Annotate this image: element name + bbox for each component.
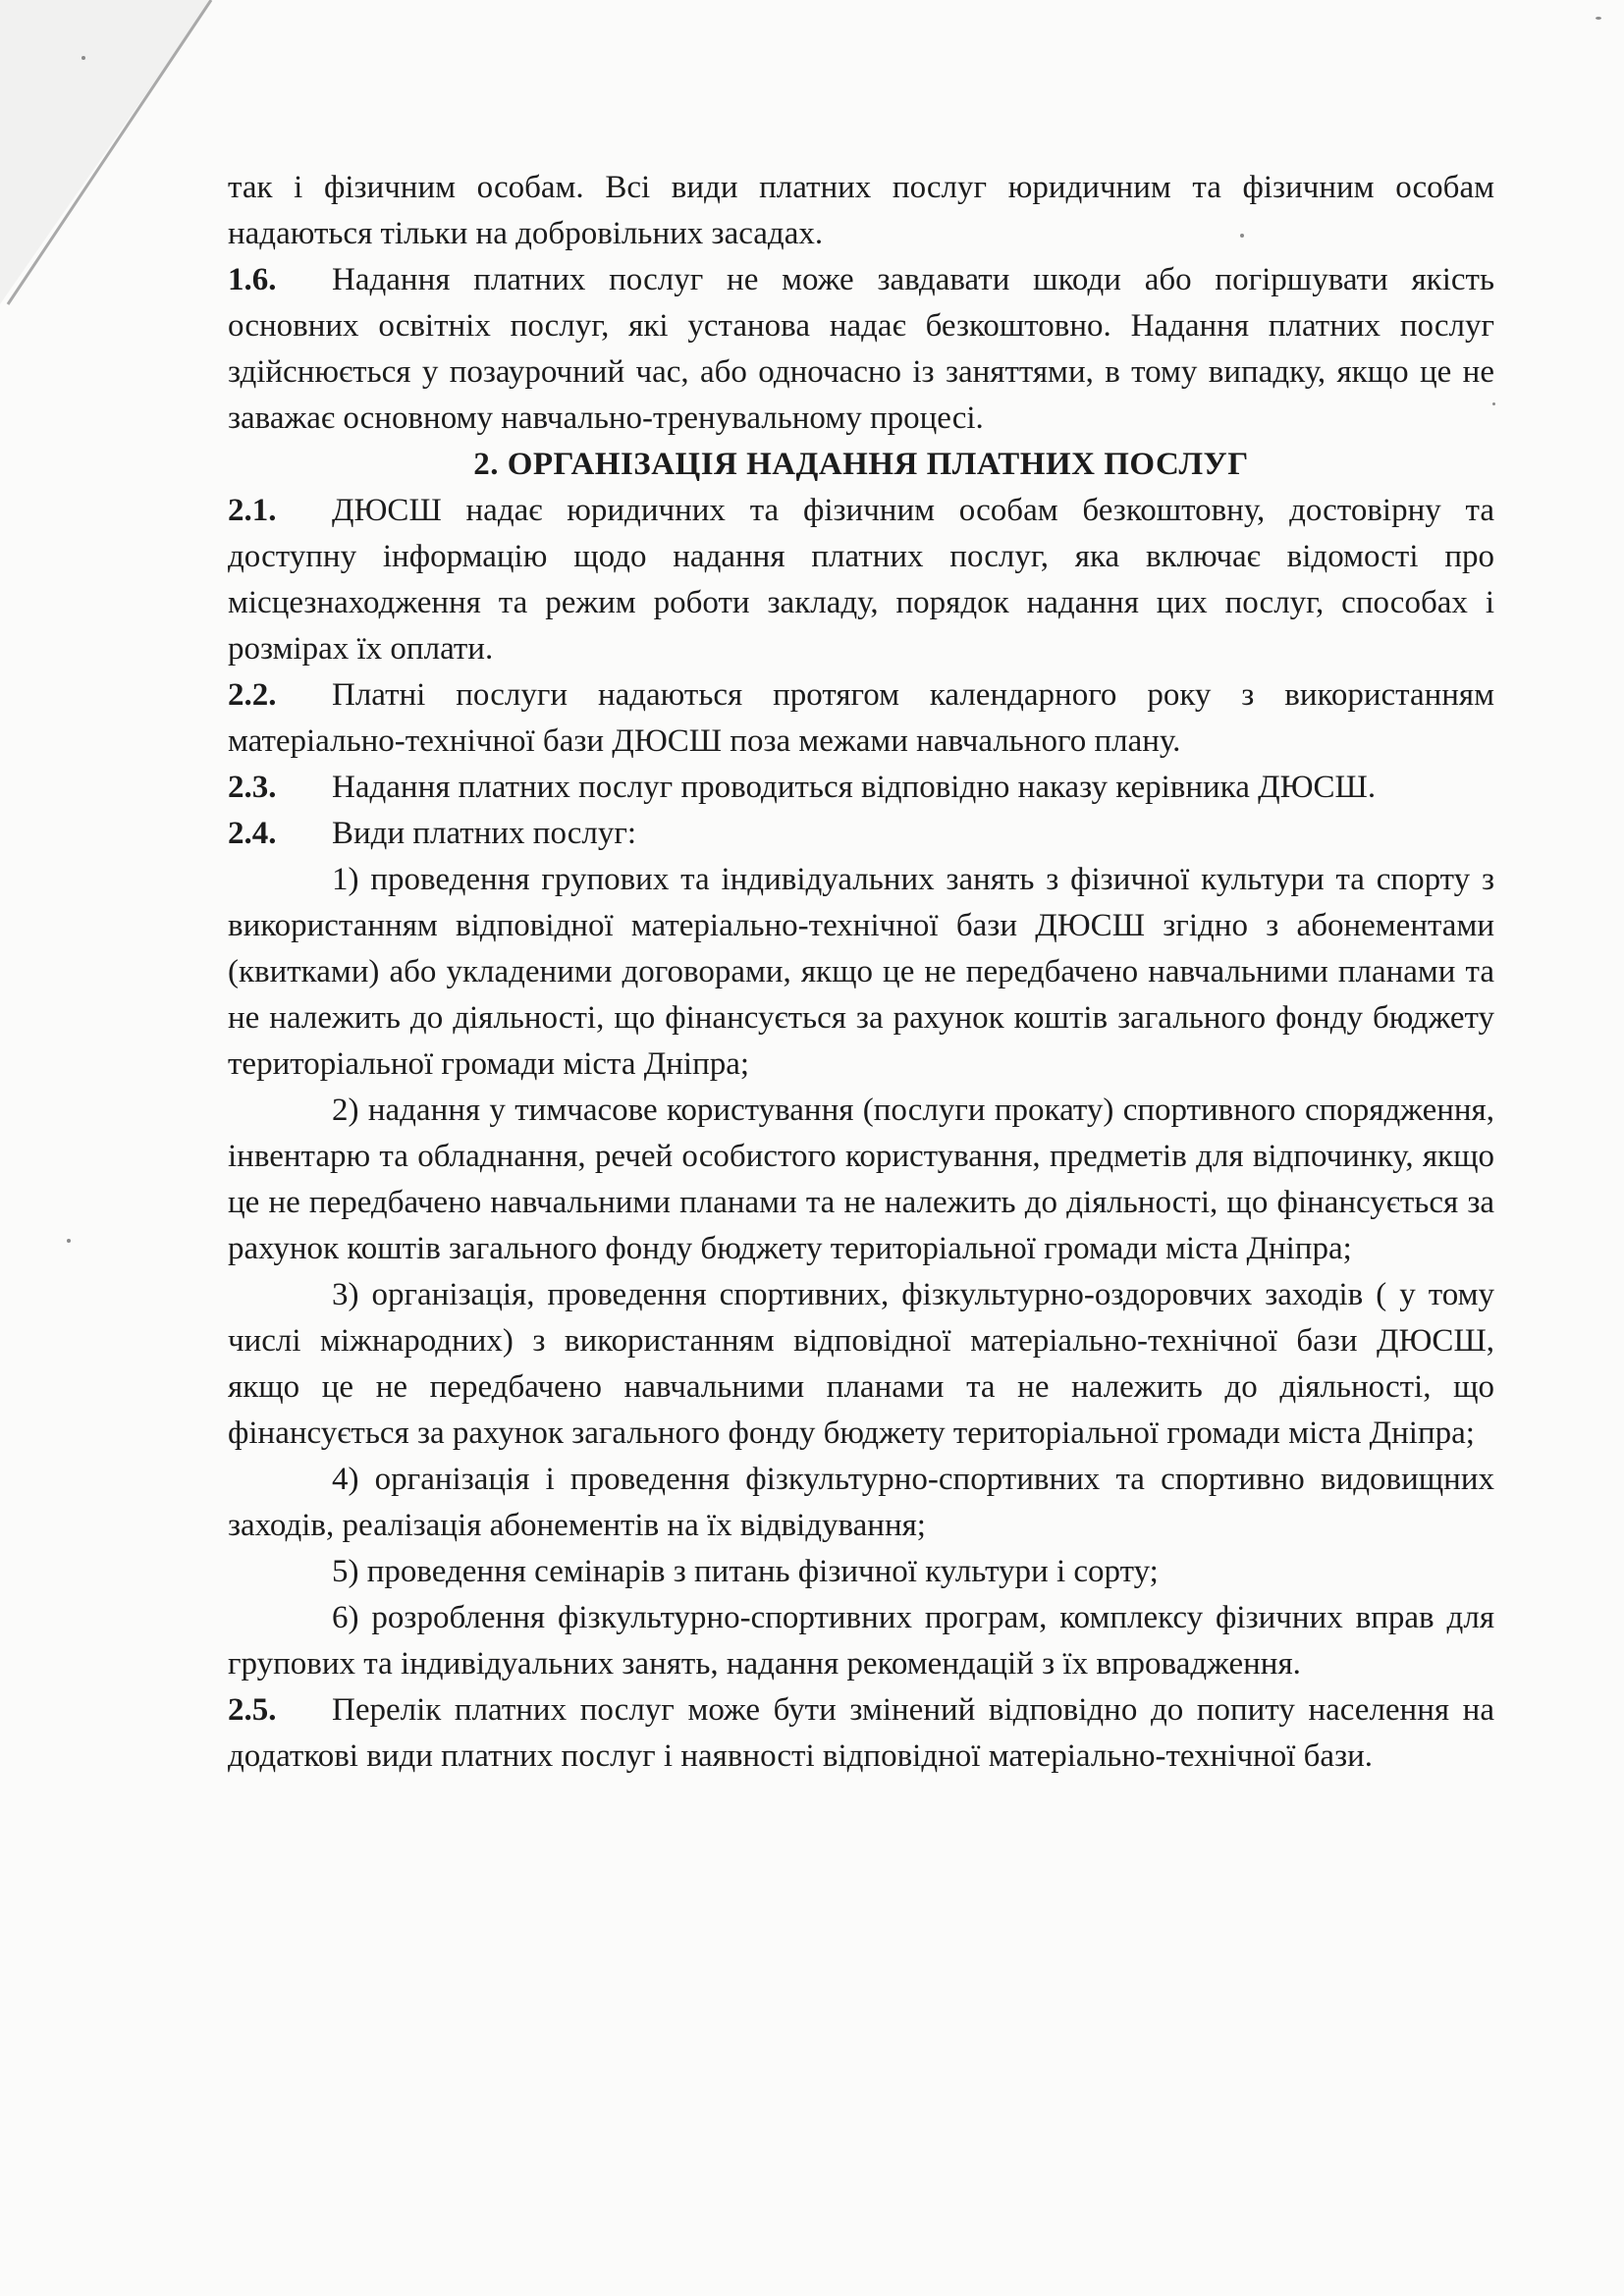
clause-2-3 bbox=[228, 765, 1494, 811]
scan-speck bbox=[67, 1239, 71, 1243]
service-item-4: 4) організація і проведення фізкультурно-спортивних та спортивно видовищних заходів, реалізація абонементів на їх відвідування; bbox=[228, 1462, 1494, 1543]
intro-paragraph: так і фізичним особам. Всі види платних послуг юридичним та фізичним особам надаються тільки на добровільних засадах. bbox=[228, 170, 1494, 251]
clause-text: Види платних послуг: bbox=[332, 816, 637, 851]
clause-1-6 bbox=[228, 257, 1494, 442]
clause-2-2 bbox=[228, 672, 1494, 765]
clause-number: 2.1. bbox=[228, 493, 277, 528]
scan-speck bbox=[1596, 17, 1601, 20]
service-item-3: 3) організація, проведення спортивних, фізкультурно-оздоровчих заходів ( у тому числі міжнародних) з використанням відповідної матеріально-технічної бази ДЮСШ, якщо це не передбачено навчальними планами та не належить до діяльності, що фінансується за рахунок загального фонду бюджету територіальної громади міста Дніпра; bbox=[228, 1277, 1494, 1451]
clause-2-5 bbox=[228, 1687, 1494, 1780]
clause-number: 2.5. bbox=[228, 1692, 277, 1728]
clause-text: Перелік платних послуг може бути змінений відповідно до попиту населення на додаткові види платних послуг і наявності відповідної матеріально-технічної бази. bbox=[228, 1692, 1494, 1774]
service-item-2: 2) надання у тимчасове користування (послуги прокату) спортивного спорядження, інвентарю та обладнання, речей особистого користування, предметів для відпочинку, якщо це не передбачено навчальними планами та не належить до діяльності, що фінансується за рахунок коштів загального фонду бюджету територіальної громади міста Дніпра; bbox=[228, 1093, 1494, 1266]
clause-text: Платні послуги надаються протягом календарного року з використанням матеріально-технічної бази ДЮСШ поза межами навчального плану. bbox=[228, 677, 1494, 759]
clause-2-4 bbox=[228, 811, 1494, 857]
clause-2-1 bbox=[228, 488, 1494, 672]
folded-corner-mark bbox=[0, 0, 226, 324]
clause-text: Надання платних послуг проводиться відповідно наказу керівника ДЮСШ. bbox=[332, 770, 1377, 805]
clause-text: ДЮСШ надає юридичних та фізичним особам безкоштовну, достовірну та доступну інформацію щодо надання платних послуг, яка включає відомості про місцезнаходження та режим роботи закладу, порядок надання цих послуг, способах і розмірах їх оплати. bbox=[228, 493, 1494, 667]
service-item-6: 6) розроблення фізкультурно-спортивних програм, комплексу фізичних вправ для групових та індивідуальних занять, надання рекомендацій з їх впровадження. bbox=[228, 1600, 1494, 1682]
clause-number: 2.3. bbox=[228, 770, 277, 805]
clause-number: 2.4. bbox=[228, 816, 277, 851]
section-heading: 2. ОРГАНІЗАЦІЯ НАДАННЯ ПЛАТНИХ ПОСЛУГ bbox=[473, 447, 1249, 482]
clause-text: Надання платних послуг не може завдавати шкоди або погіршувати якість основних освітніх послуг, які установа надає безкоштовно. Надання платних послуг здійснюється у позаурочний час, або одночасно із заняттями, в тому випадку, якщо це не заважає основному навчально-тренувальному процесі. bbox=[228, 262, 1494, 436]
clause-number: 2.2. bbox=[228, 677, 277, 713]
service-item-5: 5) проведення семінарів з питань фізичної культури і сорту; bbox=[332, 1554, 1159, 1589]
clause-number: 1.6. bbox=[228, 262, 277, 297]
service-item-1: 1) проведення групових та індивідуальних занять з фізичної культури та спорту з використанням відповідної матеріально-технічної бази ДЮСШ згідно з абонементами (квитками) або укладеними договорами, якщо це не передбачено навчальними планами та не належить до діяльності, що фінансується за рахунок коштів загального фонду бюджету територіальної громади міста Дніпра; bbox=[228, 862, 1494, 1082]
scan-speck bbox=[81, 56, 85, 60]
document-body bbox=[228, 165, 1494, 1780]
